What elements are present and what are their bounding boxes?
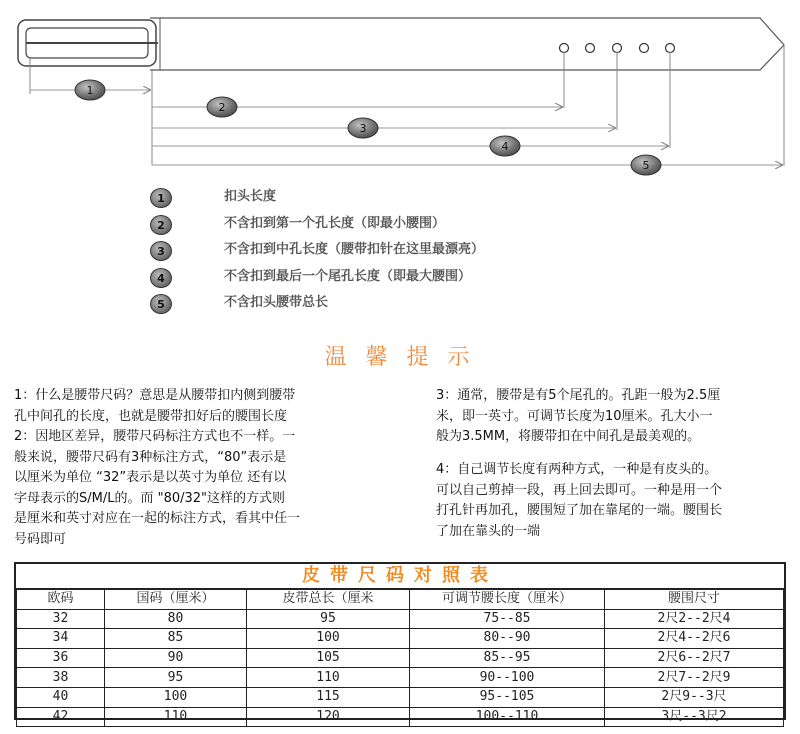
table-cell: 32: [17, 609, 105, 629]
table-row: [17, 687, 784, 707]
table-cell: 120: [247, 707, 410, 727]
table-cell: 115: [247, 687, 410, 707]
table-cell: 100: [247, 629, 410, 649]
marker-5: [631, 155, 661, 175]
number-badge: 5: [150, 294, 172, 314]
table-cell: 100: [105, 687, 247, 707]
column-header: 皮带总长（厘米: [247, 590, 410, 610]
table-cell: 90: [105, 648, 247, 668]
hole: [666, 44, 675, 53]
table-cell: 36: [17, 648, 105, 668]
tip-line: 可以自己剪掉一段，再上回去即可。一种是用一个: [436, 482, 723, 498]
tips-title: 温 馨 提 示: [324, 345, 476, 370]
table-cell: 85: [105, 629, 247, 649]
table-cell: 42: [17, 707, 105, 727]
number-badge: 2: [150, 215, 172, 235]
tip-line: 4：自己调节长度有两种方式，一种是有皮头的。: [436, 462, 718, 477]
table-cell: 100--110: [410, 707, 605, 727]
tips-left: [14, 386, 300, 550]
table-row: [17, 648, 784, 668]
marker-3: [348, 118, 378, 138]
legend-text: 不含扣到第一个孔长度（即最小腰围）: [224, 215, 446, 231]
table-cell: 2尺9--3尺: [605, 687, 784, 707]
number-badge: 1: [150, 188, 172, 208]
table-cell: 40: [17, 687, 105, 707]
hole: [613, 44, 622, 53]
tip-line: 了加在靠头的一端: [436, 523, 541, 539]
tip-line: 3：通常，腰带是有5个尾孔的。孔距一般为2.5厘: [436, 388, 721, 403]
table-row: [17, 609, 784, 629]
column-header: 可调节腰长度（厘米）: [410, 590, 605, 610]
table-cell: 80--90: [410, 629, 605, 649]
table-row: [17, 668, 784, 688]
tip-line: 般为3.5MM，将腰带扣在中间孔是最美观的。: [436, 429, 701, 444]
table-row: [17, 629, 784, 649]
marker-1: [75, 80, 105, 100]
size-grid: [16, 589, 784, 727]
tip-line: 号码即可: [14, 531, 67, 547]
tip-line: 般来说，腰带尺码有3种标注方式，“80”表示是: [14, 449, 287, 465]
number-badge: 3: [150, 241, 172, 261]
table-header-row: [17, 590, 784, 610]
legend-text: 不含扣到最后一个尾孔长度（即最大腰围）: [224, 268, 472, 284]
table-title: 皮带尺码对照表: [16, 564, 784, 589]
legend-text: 不含扣头腰带总长: [224, 295, 329, 310]
svg-text:1: 1: [86, 84, 94, 97]
hole: [640, 44, 649, 53]
table-cell: 110: [247, 668, 410, 688]
table-cell: 90--100: [410, 668, 605, 688]
column-header: 腰围尺寸: [605, 590, 784, 610]
column-header: 国码（厘米）: [105, 590, 247, 610]
svg-text:4: 4: [501, 140, 509, 153]
table-cell: 95: [247, 609, 410, 629]
table-cell: 2尺4--2尺6: [605, 629, 784, 649]
table-cell: 85--95: [410, 648, 605, 668]
tips-right-1: [436, 386, 720, 448]
legend-text: 扣头长度: [224, 189, 277, 204]
size-table: [14, 562, 786, 724]
svg-text:2: 2: [218, 101, 226, 114]
table-cell: 2尺2--2尺4: [605, 609, 784, 629]
table-cell: 80: [105, 609, 247, 629]
table-cell: 95: [105, 668, 247, 688]
table-row: [17, 707, 784, 727]
table-cell: 2尺6--2尺7: [605, 648, 784, 668]
svg-text:3: 3: [359, 122, 367, 135]
table-cell: 34: [17, 629, 105, 649]
tip-line: 1：什么是腰带尺码？意思是从腰带扣内侧到腰带: [14, 388, 296, 403]
table-cell: 2尺7--2尺9: [605, 668, 784, 688]
belt-diagram: [0, 0, 800, 180]
table-cell: 95--105: [410, 687, 605, 707]
number-badge: 4: [150, 268, 172, 288]
marker-2: [207, 97, 237, 117]
table-cell: 105: [247, 648, 410, 668]
tip-line: 是厘米和英寸对应在一起的标注方式，看其中任一: [14, 511, 301, 526]
table-cell: 110: [105, 707, 247, 727]
svg-text:5: 5: [642, 159, 650, 172]
legend-text: 不含扣到中孔长度（腰带扣针在这里最漂亮）: [224, 242, 485, 257]
tip-line: 孔中间孔的长度，也就是腰带扣好后的腰围长度: [14, 408, 288, 424]
tip-line: 打孔针再加孔，腰围短了加在靠尾的一端。腰围长: [436, 503, 723, 518]
tip-line: 以厘米为单位 “32”表示是以英寸为单位 还有以: [14, 470, 287, 485]
hole: [560, 44, 569, 53]
tip-line: 米，即一英寸。可调节长度为10厘米。孔大小一: [436, 408, 713, 424]
table-cell: 38: [17, 668, 105, 688]
table-cell: 3尺--3尺2: [605, 707, 784, 727]
table-cell: 75--85: [410, 609, 605, 629]
tip-line: 字母表示的S/M/L的。而 "80/32"这样的方式则: [14, 490, 286, 506]
hole: [586, 44, 595, 53]
tip-line: 2：因地区差异，腰带尺码标注方式也不一样。一: [14, 429, 296, 444]
marker-4: [490, 136, 520, 156]
belt-strap: [150, 18, 784, 70]
tips-right-2: [436, 460, 722, 542]
column-header: 欧码: [17, 590, 105, 610]
